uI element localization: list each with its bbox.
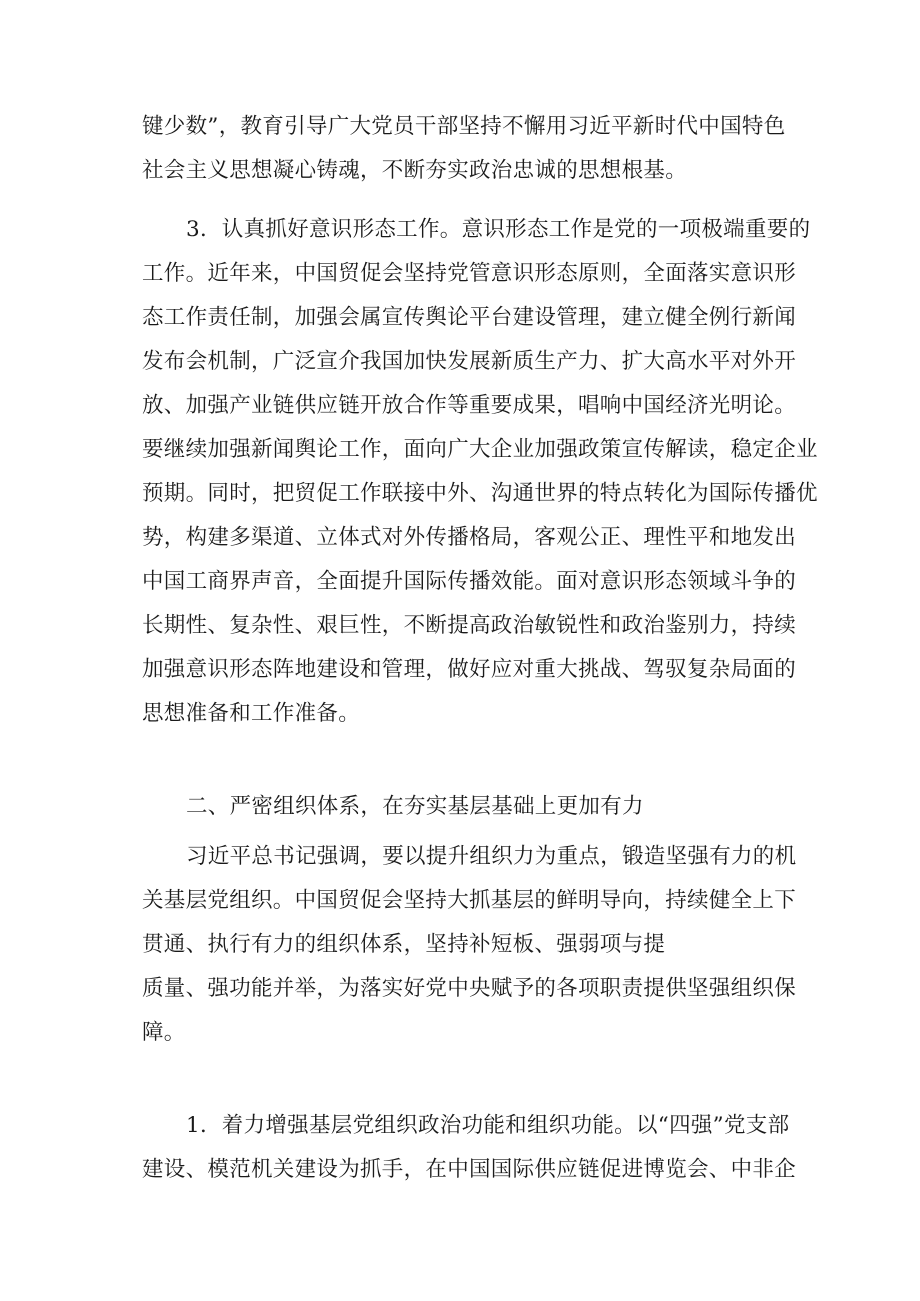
text-line: 加强意识形态阵地建设和管理，做好应对重大挑战、驾驭复杂局面的 (142, 657, 797, 682)
text-line: 长期性、复杂性、艰巨性，不断提高政治敏锐性和政治鉴别力，持续 (142, 613, 797, 638)
text-line: 工作。近年来，中国贸促会坚持党管意识形态原则，全面落实意识形 (142, 261, 797, 286)
text-line: 预期。同时，把贸促工作联接中外、沟通世界的特点转化为国际传播优 (142, 481, 818, 506)
section-heading (142, 785, 802, 829)
text-line: 建设、模范机关建设为抓手，在中国国际供应链促进博览会、中非企 (142, 1157, 797, 1182)
text-line: 障。 (142, 1020, 186, 1045)
heading-line: 二、严密组织体系，在夯实基层基础上更加有力 (186, 794, 644, 819)
text-line: 习近平总书记强调，要以提升组织力为重点，锻造坚强有力的机 (186, 844, 797, 869)
text-line: 思想准备和工作准备。 (142, 701, 361, 726)
text-line: 发布会机制，广泛宣介我国加快发展新质生产力、扩大高水平对外开 (142, 349, 797, 374)
text-line: 势，构建多渠道、立体式对外传播格局，客观公正、理性平和地发出 (142, 525, 797, 550)
section-3-paragraph (142, 208, 818, 736)
document-body (142, 105, 802, 193)
text-line: 放、加强产业链供应链开放合作等重要成果，唱响中国经济光明论。 (142, 393, 797, 418)
text-line: 3．认真抓好意识形态工作。意识形态工作是党的一项极端重要的 (186, 217, 811, 242)
text-line: 贯通、执行有力的组织体系，坚持补短板、强弱项与提 (142, 932, 666, 957)
text-line: 键少数”，教育引导广大党员干部坚持不懈用习近平新时代中国特色 (142, 114, 786, 139)
text-line: 质量、强功能并举，为落实好党中央赋予的各项职责提供坚强组织保 (142, 976, 797, 1001)
section-1-paragraph (142, 1104, 802, 1192)
text-line: 关基层党组织。中国贸促会坚持大抓基层的鲜明导向，持续健全上下 (142, 888, 797, 913)
text-line: 要继续加强新闻舆论工作，面向广大企业加强政策宣传解读，稳定企业 (142, 437, 818, 462)
text-line: 1．着力增强基层党组织政治功能和组织功能。以“四强”党支部 (186, 1113, 790, 1138)
section-paragraph (142, 835, 802, 1055)
text-line: 社会主义思想凝心铸魂，不断夯实政治忠诚的思想根基。 (142, 158, 688, 183)
text-line: 态工作责任制，加强会属宣传舆论平台建设管理，建立健全例行新闻 (142, 305, 797, 330)
text-line: 中国工商界声音，全面提升国际传播效能。面对意识形态领域斗争的 (142, 569, 797, 594)
